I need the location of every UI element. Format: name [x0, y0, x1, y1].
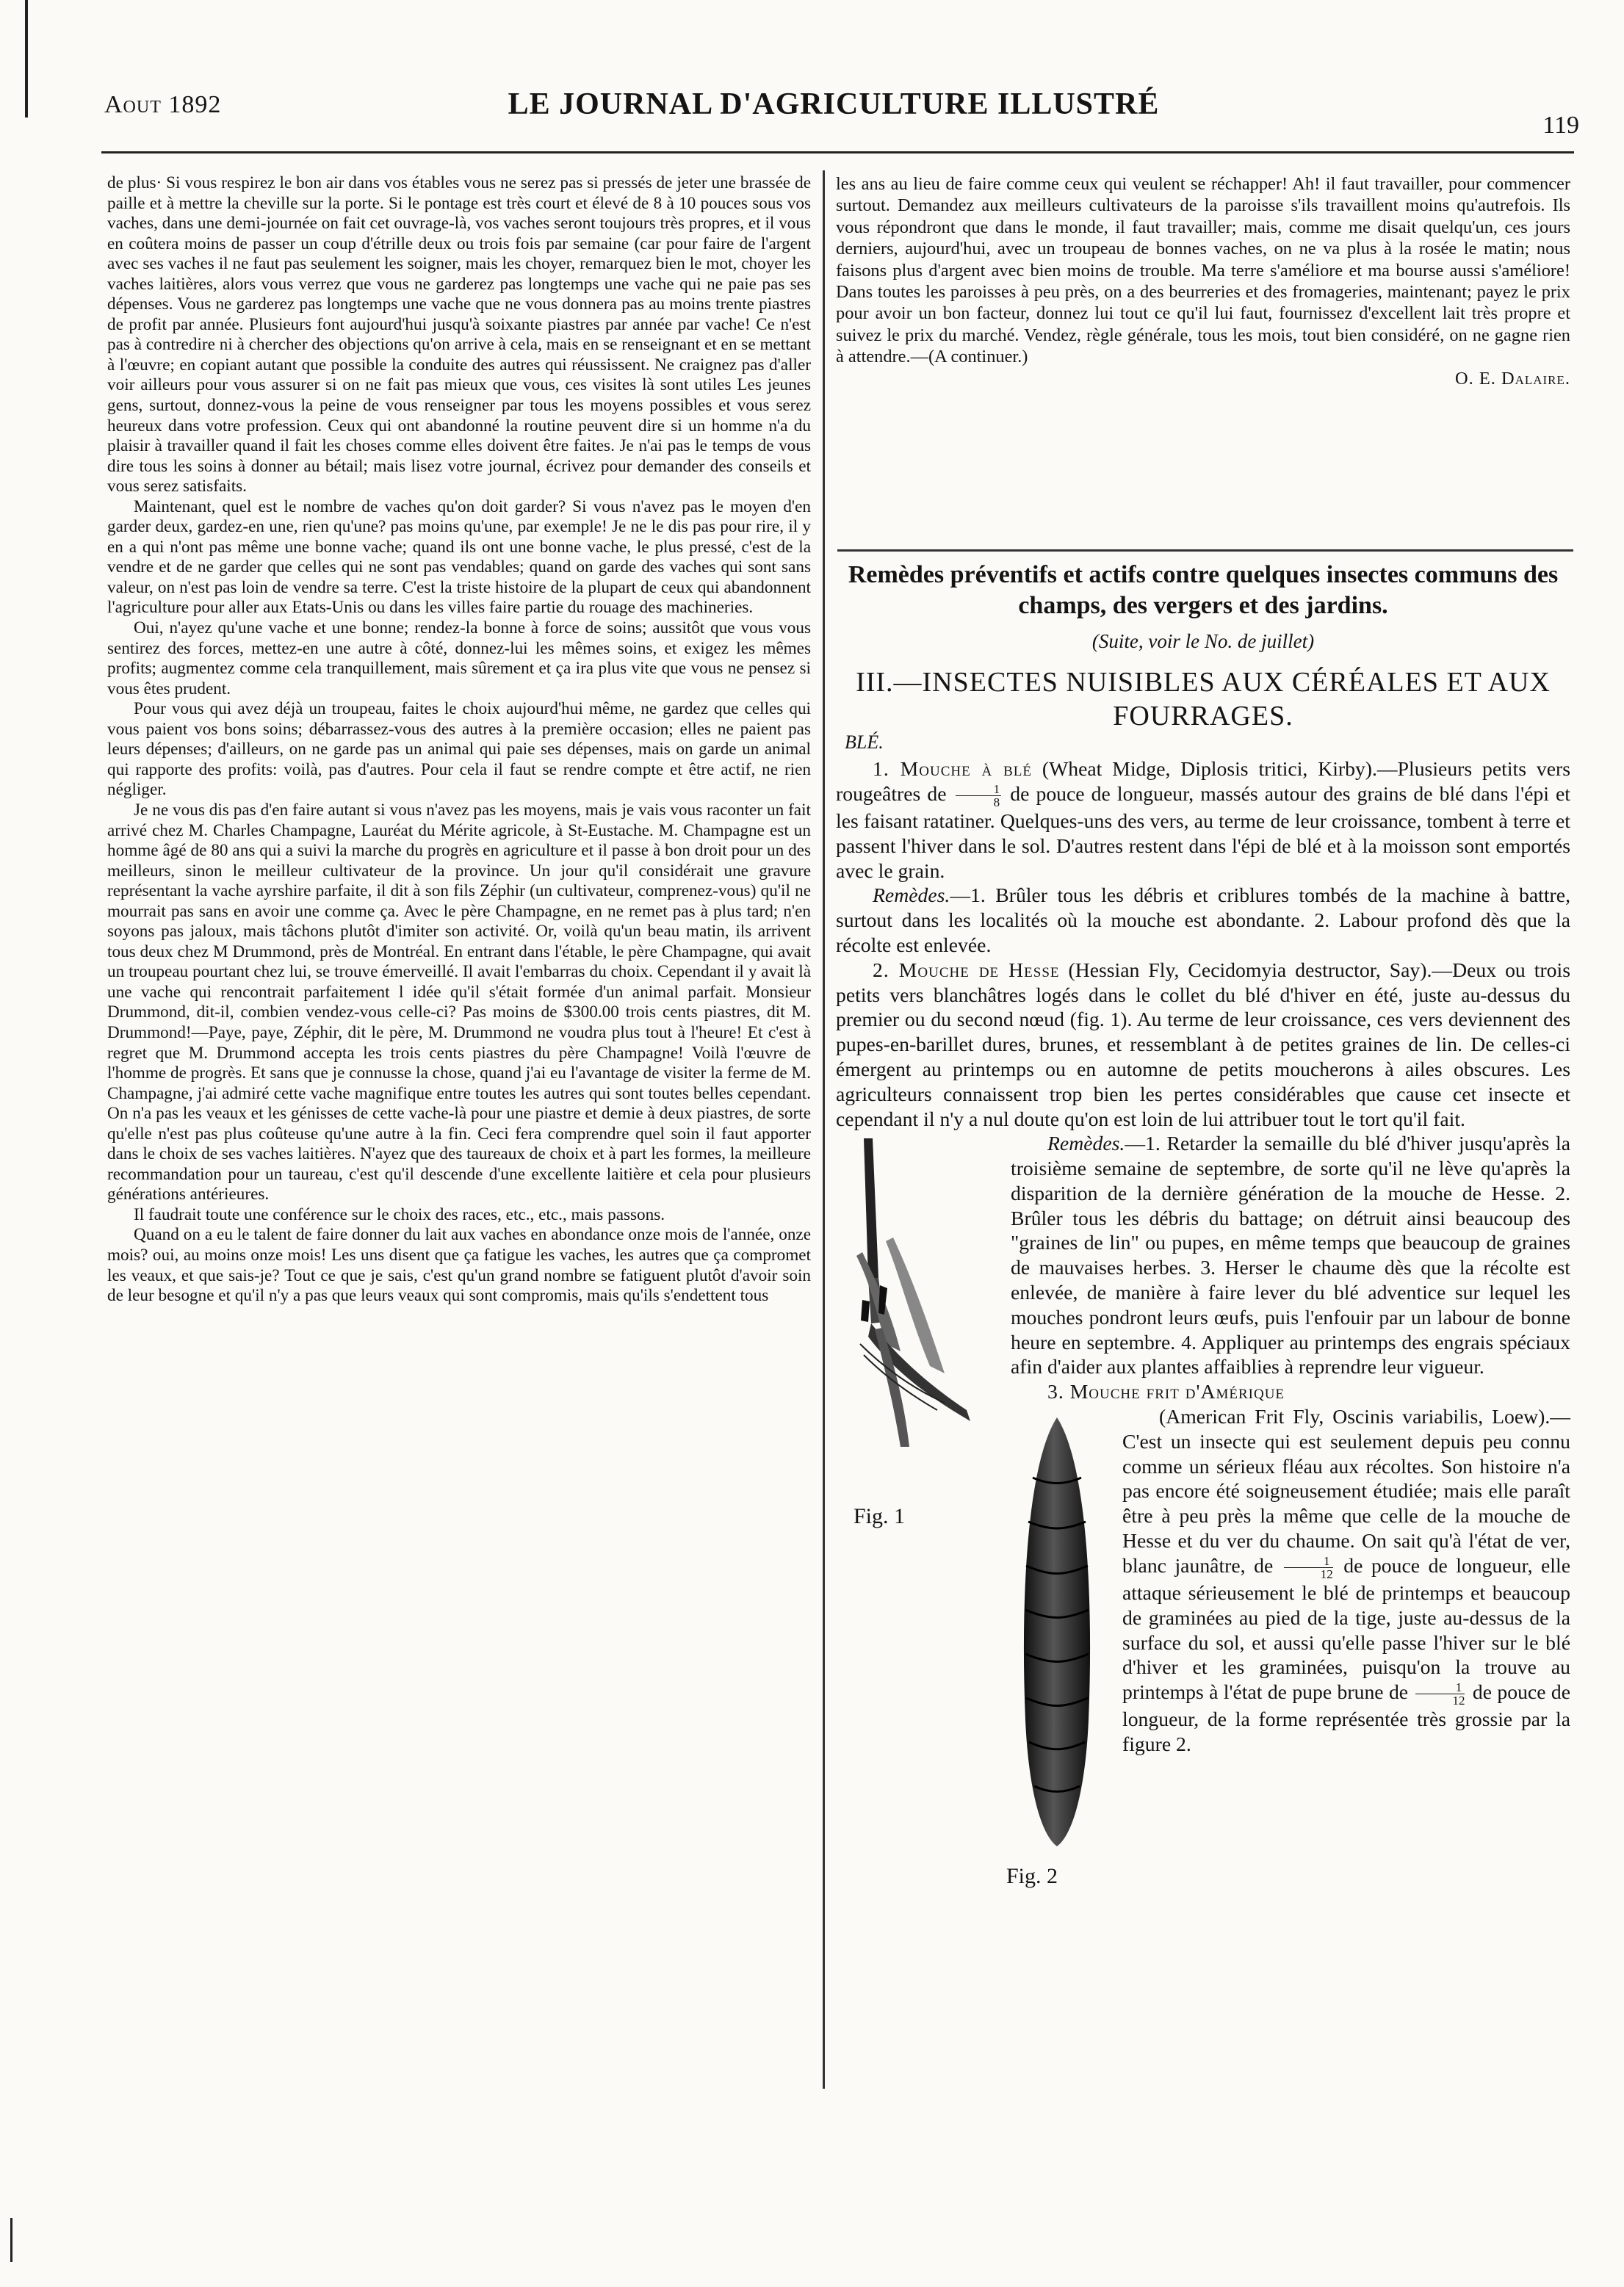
entry-title: 1. Mouche à blé	[873, 757, 1033, 780]
figure-2	[1002, 1404, 1111, 1904]
paragraph: Maintenant, quel est le nombre de vaches qu'on doit garder? Si vous n'avez pas le moyen d'en garder deux, gardez-en une, rien qu'une? pas moins qu'une, par exemple! Je ne le dis pas pour rire, il y en a qui n'ont pas même une bonne vache; quand ils ont une bonne vache, le plus pressé, c'est de la vendre et de ne garder que celles qui ne sont pas vendables; quand on garde des vaches qui sont sans valeur, on n'est pas loin de vendre sa terre. C'est la triste histoire de la plupart de ceux qui abandonnent l'agriculture pour aller aux Etats-Unis ou dans les villes faire partie du rouage des machineries.	[107, 496, 811, 618]
left-column	[107, 173, 811, 1307]
section-rule	[837, 549, 1573, 552]
journal-title: LE JOURNAL D'AGRICULTURE ILLUSTRÉ	[508, 87, 1160, 121]
entry-title: 2. Mouche de Hesse	[873, 958, 1060, 981]
section-title: Remèdes préventifs et actifs contre quelques insectes communs des champs, des vergers et des jardins.	[848, 561, 1559, 619]
page-number: 119	[1542, 112, 1579, 139]
header-rule	[101, 151, 1574, 153]
entry-intro: (Hessian Fly, Cecidomyia destructor, Say).—Deux ou trois petits vers blanchâtres logés dans le collet du blé d'hiver en été, juste au-dessus du premier ou du second nœud (fig. 1). Au terme de leur croissance, ces vers deviennent des pupes-en-barillet dures, brunes, et ressemblant à de petites graines de lin. De celles-ci émergent au printemps ou en automne de petits moucherons à ailes obscures. Les agriculteurs connaissent trop bien les pertes considérables que cause cet insecte et cependant il n'y a nul doute qu'on est loin de lui attribuer tout le tort qu'il fait.	[836, 958, 1570, 1130]
entry-hessian-fly	[836, 958, 1570, 1132]
paragraph: Il faudrait toute une conférence sur le choix des races, etc., etc., mais passons.	[134, 1204, 665, 1224]
paragraph: Oui, n'ayez qu'une vache et une bonne; rendez-la bonne à force de soins; aussitôt que vous vous sentirez des forces, mettez-en une autre à côté, donnez-lui les mêmes soins, et exigez les mêmes profits; augmentez comme cela tranquillement, mais sûrement et ça ira plus vite que vous ne pensez si vous êtes prudent.	[107, 618, 811, 698]
remedies-label: Remèdes.	[1047, 1132, 1125, 1155]
fraction: $\frac{1}{12}$	[1284, 1555, 1333, 1580]
entry-remedies: Remèdes.—1. Retarder la semaille du blé d'hiver jusqu'après la troisième semaine de septembre, de sorte qu'il ne lève qu'après la disparition de la dernière génération de la mouche de Hesse. 2. Brûler tous les débris du battage; on détruit ainsi beaucoup des "graines de lin" ou pupes, en même temps que beaucoup de graines de mauvaises herbes. 3. Herser le chaume dès que la récolte est enlevée, de manière à faire lever du blé adventice sur lequel les mouches pondront leurs œufs, puis l'enfouir par un labour de bonne heure en septembre. 4. Appliquer au printemps des engrais spéciaux afin d'aider aux plantes affaiblies à reprendre leur vigueur.	[1011, 1132, 1570, 1379]
part-heading: III.—INSECTES NUISIBLES AUX CÉRÉALES ET AUX FOURRAGES.	[856, 667, 1551, 731]
entry-intro: (Wheat Midge, Diplosis tritici, Kirby).—Plusieurs petits vers rougeâtres de	[836, 757, 1570, 805]
column-divider	[823, 170, 825, 2089]
remedies-label: Remèdes.	[873, 884, 950, 907]
paragraph: Quand on a eu le talent de faire donner du lait aux vaches en abondance onze mois de l'année, onze mois? oui, au moins onze mois! Les uns disent que ça fatigue les vaches, les autres que ça compromet les veaux, et que sais-je? Tout ce que je sais, c'est qu'un grand nombre se fatiguent plutôt d'avoir soin de leur besogne et qu'il n'y a pas que leurs veaux qui sont compromis, mais qu'ils s'endettent tous	[107, 1225, 811, 1306]
right-column-continuation	[836, 173, 1570, 389]
issue-date: Aout 1892	[104, 91, 222, 118]
insect-entries	[836, 756, 1570, 1904]
wheat-stem-illustration	[842, 1131, 981, 1462]
author-signature: O. E. Dalaire.	[1455, 368, 1570, 389]
fraction: $\frac{1}{8}$	[956, 783, 1002, 809]
paragraph: les ans au lieu de faire comme ceux qui veulent se réchapper! Ah! il faut travailler, pour commencer surtout. Demandez aux meilleurs cultivateurs de la paroisse s'ils travaillent moins qu'autrefois. Ils vous répondront que dans le monde, il faut travailler; mais, comme me disait quelqu'un, ces jours derniers, aujourd'hui, avec un troupeau de bonnes vaches, on ne va plus à la rosée le matin; nous faisons plus d'argent avec bien moins de trouble. Ma terre s'améliore et ma bourse aussi s'améliore! Dans toutes les paroisses à peu près, on a des beurreries et des fromageries, maintenant; payez le prix pour avoir un bon facteur, donnez lui tout ce qu'il lui faut, fournissez d'excellent lait très propre et suivez le prix du marché. Vendez, règle générale, tous les mois, tout bien considéré, on ne gagne rien à attendre.—(A continuer.)	[836, 174, 1570, 367]
page-header	[88, 87, 1579, 139]
fraction: $\frac{1}{12}$	[1415, 1681, 1465, 1707]
paragraph: de plus· Si vous respirez le bon air dans vos étables vous ne serez pas si pressés de jeter une brassée de paille et à mettre la cheville sur la porte. Si le pontage est très court et élevé de 8 à 10 pouces sous vos vaches, dans une demi-journée on fait cet ouvrage-là, vos vaches seront toujours très propres, et il vous en coûtera moins de passer un coup d'étrille deux ou trois fois par semaine (car pour faire de l'argent avec ses vaches il ne faut pas seulement les soigner, mais les choyer, remarquez bien le mot, choyer les vaches laitières, alors vous verrez que vous ne garderez pas longtemps une vache qui ne paie pas ses dépenses. Vous ne garderez pas longtemps une vache que ne vous donnera pas au moins trente piastres de profit par année. Plusieurs font aujourd'hui jusqu'à soixante piastres par année par vache! Ce n'est pas à contredire ni à chercher des objections qu'on arrive à cela, mais en se renseignant et en se mettant à l'œuvre; en copiant autant que possible la conduite des autres qui réussissent. Ne craignez pas d'aller voir ailleurs pour vous assurer si on ne fait pas mieux que vous, ces visites là sont utiles Les jeunes gens, surtout, donnez-vous la peine de vous renseigner par tous les moyens possibles et vous serez heureux dans votre profession. Ceux qui ont abandonné la routine peuvent dire si un homme n'a du plaisir à travailler quand il fait les choses comme elles doivent être faites. Je n'ai pas le temps de vous dire tous les soins à donner au bétail; mais lisez votre journal, écrivez pour demander des conseils et vous serez satisfaits.	[107, 173, 811, 496]
entry-frit-fly-body: (American Frit Fly, Oscinis variabilis, Loew).—C'est un insecte qui est seulement depuis peu connu comme un sérieux fléau aux récoltes. Son histoire n'a pas encore été soigneusement étudiée; mais elle paraît être à peu près la même que celle de la mouche de Hesse et du ver du chaume. On sait qu'à l'état de ver, blanc jaunâtre, de $\frac{1}{12}$ de pouce de longueur, elle attaque sérieusement le blé de printemps et beaucoup de graminées au pied de la tige, juste au-dessus de la surface du sol, et aussi qu'elle passe l'hiver sur le blé d'hiver et les graminées, puisqu'on la trouve au printemps à l'état de pupe brune de $\frac{1}{12}$ de pouce de longueur, de la forme représentée très grossie par la figure 2.	[1122, 1405, 1571, 1756]
paragraph: Je ne vous dis pas d'en faire autant si vous n'avez pas les moyens, mais je vais vous raconter un fait arrivé chez M. Charles Champagne, Lauréat du Mérite agricole, à St-Eustache. M. Champagne est un homme âgé de 80 ans qui a suivi la marche du progrès en agriculture et il passe à bon droit pour un des meilleurs, sinon le meilleur cultivateur de la province. Un jour qu'il considérait une gravure représentant la vache ayrshire parfaite, il dit à son fils Zéphir (un cultivateur, comprenez-vous) qu'il ne mourrait pas sans en avoir une comme ça. Avec le père Champagne, en ne remet pas à plus tard; n'en soyons pas jaloux, mais tâchons plutôt d'imiter son activité. Or, voilà qu'un beau matin, ils arrivent tous deux chez M Drummond, près de Montréal. En entrant dans l'étable, le père Champagne, qui avait un troupeau pourtant chez lui, se trouve émerveillé. Il avait l'embarras du choix. Cependant il y avait là une vache qui rencontrait parfaitement l idée qu'il s'était formée d'un animal parfait. Monsieur Drummond, dit-il, combien vendez-vous celle-ci? Pas moins de $300.00 trois cents piastres, dit M. Drummond!—Paye, paye, Zéphir, dit le père, M. Drummond ne voudra plus tout à l'heure! Et c'est à regret que M. Drummond accepta les trois cents piastres du père Champagne! Voilà l'œuvre de l'homme de progrès. Et sans que je connusse la chose, quand j'ai eu l'avantage de visiter la ferme de M. Champagne, j'ai admiré cette vache magnifique entre toutes les autres qui sont toutes belles cependant. On n'a pas les veaux et les génisses de cette vache-là pour une piastre et demie à deux piastres, de sorte qu'elle n'est pas plus coûteuse qu'une autre à la fin. Ceci fera comprendre quel soin il faut apporter dans le choix de ses vaches laitières. N'ayez que des taureaux de choix et à part les formes, la meilleure recommandation pour un taureau, c'est qu'il descende d'une excellente laitière et cela pour plusieurs générations antérieures.	[107, 800, 811, 1204]
entry-body: de pouce de longueur, massés autour des grains de blé dans l'épi et les faisant ratatiner. Quelques-uns des vers, au terme de leur croissance, tombent à terre et passent l'hiver dans le sol. D'autres restent dans l'épi de blé et à la moisson sont emportés avec le grain.	[836, 781, 1570, 882]
crop-label: BLÉ.	[845, 731, 884, 753]
pupa-illustration	[1017, 1412, 1097, 1852]
figure-1	[827, 1131, 1000, 1560]
entry-title: 3. Mouche frit d'Amérique	[1047, 1380, 1285, 1403]
entry-wheat-midge	[836, 756, 1570, 883]
entry-remedies: Remèdes.—1. Brûler tous les débris et criblures tombés de la machine à battre, surtout dans les localités où la mouche est abondante. 2. Labour profond dès que la récolte est enlevée.	[836, 884, 1570, 956]
paragraph: Pour vous qui avez déjà un troupeau, faites le choix aujourd'hui même, ne gardez que celles qui vous paient vos bons soins; débarrassez-vous des autres à la première occasion; elles ne paient pas leurs dépenses; d'ailleurs, on ne garde pas un animal qui paie ses dépenses, mais on garde un animal qui rapporte des profits: voilà, pas d'autres. Pour cela il faut se rendre compte et être actif, ne rien négliger.	[107, 699, 811, 800]
figure-2-label: Fig. 2	[1006, 1864, 1058, 1889]
figure-1-label: Fig. 1	[853, 1504, 906, 1529]
scan-edge-mark-bottom	[10, 2218, 12, 2262]
scan-edge-mark	[25, 0, 28, 118]
section-subtitle: (Suite, voir le No. de juillet)	[1091, 630, 1315, 652]
